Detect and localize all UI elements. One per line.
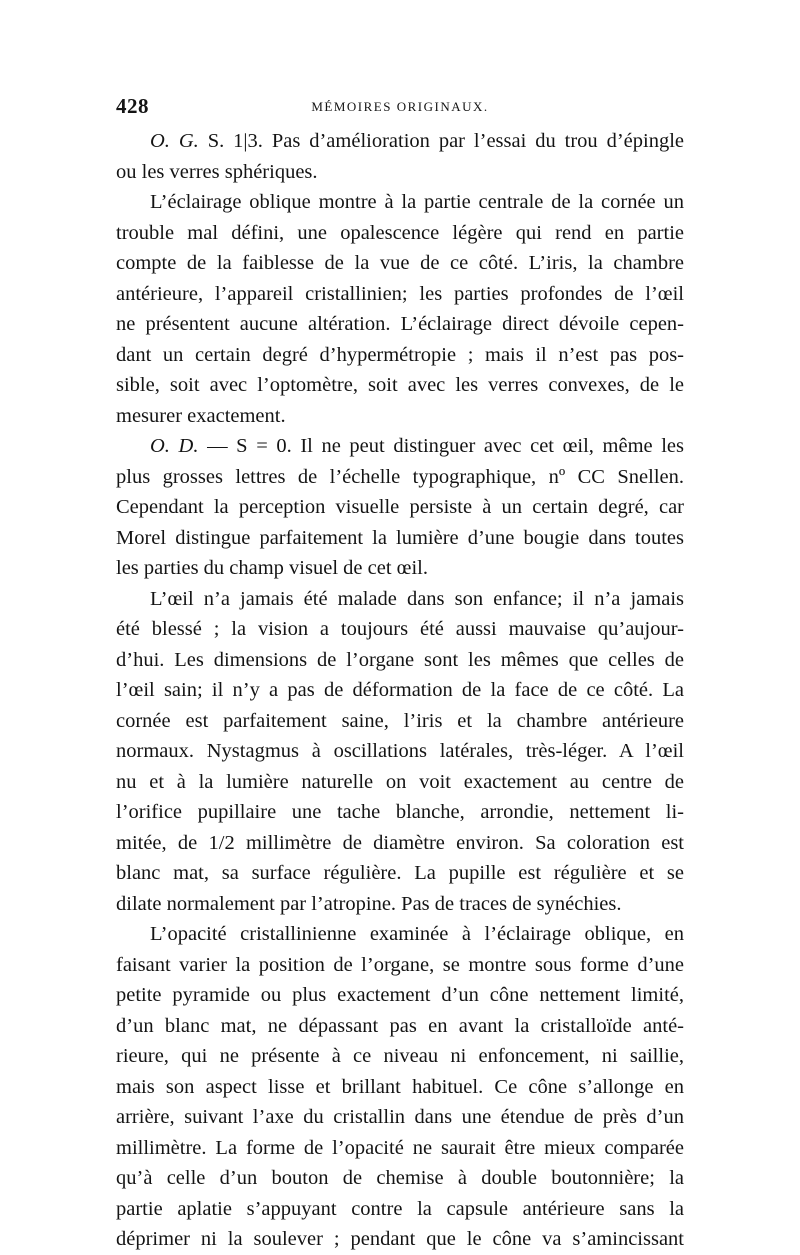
text-line: faisant varier la position de l’organe, se montre sous forme d’une — [116, 953, 684, 976]
text-line: mesurer exactement. — [116, 404, 286, 427]
text-line — [116, 431, 684, 462]
paragraph-lens-opacity — [116, 919, 684, 1255]
paragraph-oblique-lighting — [116, 187, 684, 431]
text-line — [116, 126, 684, 157]
text-line: nu et à la lumière naturelle on voit exactement au centre de — [116, 770, 684, 793]
text-line: rieure, qui ne présente à ce niveau ni enfoncement, ni saillie, — [116, 1045, 684, 1067]
text-line: Cependant la perception visuelle persiste à un certain degré, car — [116, 496, 684, 518]
text-line: trouble mal défini, une opalescence légère qui rend en partie — [116, 221, 684, 244]
paragraph-og — [116, 126, 684, 187]
eye-abbreviation: O. G. — [150, 130, 199, 152]
text-line: partie aplatie s’appuyant contre la capsule antérieure sans la — [116, 1197, 684, 1220]
text-line: millimètre. La forme de l’opacité ne saurait être mieux comparée — [116, 1136, 684, 1159]
text-line: d’un blanc mat, ne dépassant pas en avant la cristalloïde anté- — [116, 1014, 684, 1037]
text-line: d’hui. Les dimensions de l’organe sont les mêmes que celles de — [116, 648, 684, 671]
text-line: les parties du champ visuel de cet œil. — [116, 557, 428, 579]
paragraph-od — [116, 431, 684, 584]
line-text: S. 1|3. Pas d’amélioration par l’essai du trou d’épingle — [198, 130, 685, 152]
text-line: ou les verres sphériques. — [116, 160, 318, 183]
text-line: L’œil n’a jamais été malade dans son enfance; il n’a jamais — [150, 587, 684, 610]
text-line: qu’à celle d’un bouton de chemise à double boutonnière; la — [116, 1167, 684, 1189]
text-line: normaux. Nystagmus à oscillations latérales, très-léger. A l’œil — [116, 740, 684, 762]
text-line: Morel distingue parfaitement la lumière d’une bougie dans toutes — [116, 526, 684, 549]
text-line: L’opacité cristallinienne examinée à l’éclairage oblique, en — [150, 923, 684, 945]
text-line: blanc mat, sa surface régulière. La pupille est régulière et se — [116, 862, 684, 884]
running-head — [116, 94, 684, 120]
line-text: — S = 0. Il ne peut distinguer avec cet œil, même les — [198, 435, 684, 457]
text-line: l’œil sain; il n’y a pas de déformation de la face de ce côté. La — [116, 679, 684, 701]
text-line: arrière, suivant l’axe du cristallin dans une étendue de près d’un — [116, 1106, 684, 1128]
text-line: mitée, de 1/2 millimètre de diamètre environ. Sa coloration est — [116, 831, 684, 854]
text-line: antérieure, l’appareil cristallinien; les parties profondes de l’œil — [116, 282, 684, 305]
text-line: sible, soit avec l’optomètre, soit avec les verres convexes, de le — [116, 374, 684, 396]
text-line: l’orifice pupillaire une tache blanche, arrondie, nettement li- — [116, 801, 684, 823]
text-line: plus grosses lettres de l’échelle typographique, nº CC Snellen. — [116, 465, 684, 488]
page-number: 428 — [116, 94, 149, 118]
paragraph-eye-history — [116, 584, 684, 920]
text-line: ne présentent aucune altération. L’éclairage direct dévoile cepen- — [116, 313, 684, 335]
text-line: dilate normalement par l’atropine. Pas de traces de synéchies. — [116, 892, 622, 915]
text-line: compte de la faiblesse de la vue de ce côté. L’iris, la chambre — [116, 252, 684, 274]
text-line: cornée est parfaitement saine, l’iris et la chambre antérieure — [116, 709, 684, 732]
text-line: mais son aspect lisse et brillant habituel. Ce cône s’allonge en — [116, 1075, 684, 1098]
text-line: été blessé ; la vision a toujours été aussi mauvaise qu’aujour- — [116, 618, 684, 640]
text-line: dant un certain degré d’hypermétropie ; mais il n’est pas pos- — [116, 343, 684, 366]
body-text — [116, 126, 684, 1255]
eye-abbreviation: O. D. — [150, 435, 199, 457]
text-line: L’éclairage oblique montre à la partie centrale de la cornée un — [150, 191, 684, 213]
text-line: déprimer ni la soulever ; pendant que le cône va s’amincissant — [116, 1228, 684, 1250]
running-title: MÉMOIRES ORIGINAUX. — [311, 99, 489, 114]
text-line: petite pyramide ou plus exactement d’un cône nettement limité, — [116, 984, 684, 1006]
